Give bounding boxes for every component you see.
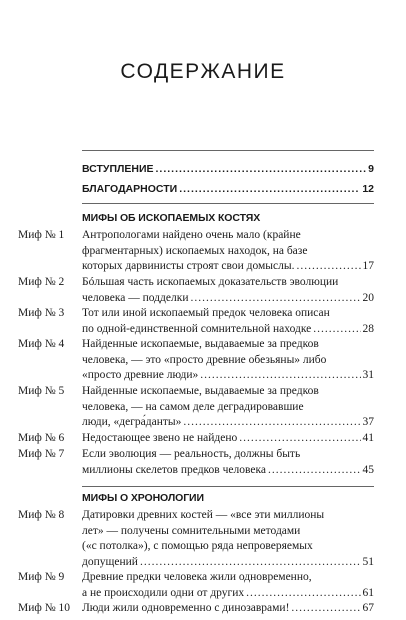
entry-page: 28	[362, 322, 374, 335]
entry-text: Недостающее звено не найдено	[82, 432, 238, 444]
entry-text: «просто древние люди»	[82, 369, 199, 382]
leader-dots	[179, 182, 360, 198]
entry-label: ВСТУПЛЕНИЕ	[82, 163, 154, 175]
toc-entry-myth-3[interactable]	[82, 306, 374, 337]
entry-text: Тот или иной ископаемый предок человека описан	[82, 307, 330, 319]
leader-dots	[156, 162, 367, 178]
entry-text: Антропологами найдено очень мало (крайне	[82, 229, 301, 241]
leader-dots	[313, 322, 360, 338]
toc-entry-acknowledgements[interactable]	[82, 182, 374, 198]
entry-text: которых дарвинисты строят свои домыслы.	[82, 260, 295, 273]
entry-text: Бóльшая часть ископаемых доказательств эволюции	[82, 276, 339, 288]
myth-number: Миф № 1	[18, 229, 65, 241]
entry-text: Древние предки человека жили одновременно,	[82, 571, 312, 583]
section-heading-chronology: МИФЫ О ХРОНОЛОГИИ	[82, 492, 204, 504]
toc-entry-myth-5[interactable]	[82, 384, 374, 431]
leader-dots	[296, 259, 360, 275]
leader-dots	[200, 368, 360, 384]
entry-text: Если эволюция — реальность, должны быть	[82, 448, 301, 460]
leader-dots	[268, 463, 361, 479]
entry-text: по одной-единственной сомнительной находке	[82, 322, 312, 335]
toc-entry-myth-10[interactable]	[82, 601, 374, 617]
entry-page: 20	[362, 291, 374, 304]
page-title: СОДЕРЖАНИЕ	[120, 60, 286, 83]
entry-page: 45	[362, 463, 374, 476]
leader-dots	[190, 291, 360, 307]
myth-number: Миф № 7	[18, 448, 65, 460]
entry-page: 9	[368, 163, 374, 175]
entry-page: 31	[362, 369, 374, 382]
leader-dots	[291, 601, 360, 617]
entry-page: 41	[362, 432, 374, 444]
toc-entry-myth-1[interactable]	[82, 228, 374, 275]
divider	[82, 203, 374, 204]
entry-page: 51	[362, 555, 374, 568]
toc-entry-myth-7[interactable]	[82, 447, 374, 478]
entry-text: лет» — получены сомнительными методами	[82, 524, 301, 537]
entry-page: 37	[362, 416, 374, 429]
divider	[82, 486, 374, 487]
toc-entry-myth-9[interactable]	[82, 570, 374, 601]
toc-entry-myth-4[interactable]	[82, 337, 374, 384]
myth-number: Миф № 8	[18, 509, 65, 521]
entry-text: Найденные ископаемые, выдаваемые за предков	[82, 385, 319, 397]
entry-text: человека — подделки	[82, 291, 189, 304]
entry-text: миллионы скелетов предков человека	[82, 463, 266, 476]
entry-page: 67	[362, 602, 374, 614]
entry-text: («с потолка»), с помощью ряда непроверяемых	[82, 540, 313, 553]
leader-dots	[239, 431, 360, 447]
leader-dots	[140, 555, 361, 571]
leader-dots	[183, 415, 360, 431]
entry-text: человека, — это «просто древние обезьяны» либо	[82, 353, 327, 366]
entry-text: человека, — на самом деле деградировавшие	[82, 400, 304, 413]
myth-number: Миф № 3	[18, 307, 65, 319]
section-heading-fossils: МИФЫ ОБ ИСКОПАЕМЫХ КОСТЯХ	[82, 212, 261, 224]
myth-number: Миф № 9	[18, 571, 65, 583]
toc-entry-introduction[interactable]	[82, 162, 374, 178]
entry-text: Найденные ископаемые, выдаваемые за предков	[82, 338, 319, 350]
toc-entry-myth-2[interactable]	[82, 275, 374, 306]
toc-entry-myth-8[interactable]	[82, 508, 374, 570]
leader-dots	[246, 586, 360, 602]
entry-text: фрагментарных) ископаемых находок, на базе	[82, 244, 308, 257]
entry-text: допущений	[82, 555, 138, 568]
entry-page: 61	[362, 586, 374, 599]
myth-number: Миф № 5	[18, 385, 65, 397]
entry-text: а не происходили одни от других	[82, 586, 245, 599]
toc-entry-myth-6[interactable]	[82, 431, 374, 447]
myth-number: Миф № 4	[18, 338, 65, 350]
myth-number: Миф № 10	[18, 602, 71, 614]
entry-text: Датировки древних костей — «все эти миллионы	[82, 509, 325, 521]
divider	[82, 150, 374, 151]
entry-page: 12	[362, 183, 374, 195]
entry-text: люди, «дегра́данты»	[82, 416, 182, 429]
myth-number: Миф № 2	[18, 276, 65, 288]
entry-page: 17	[362, 260, 374, 273]
entry-label: БЛАГОДАРНОСТИ	[82, 183, 178, 195]
entry-text: Люди жили одновременно с динозаврами!	[82, 602, 290, 614]
myth-number: Миф № 6	[18, 432, 65, 444]
